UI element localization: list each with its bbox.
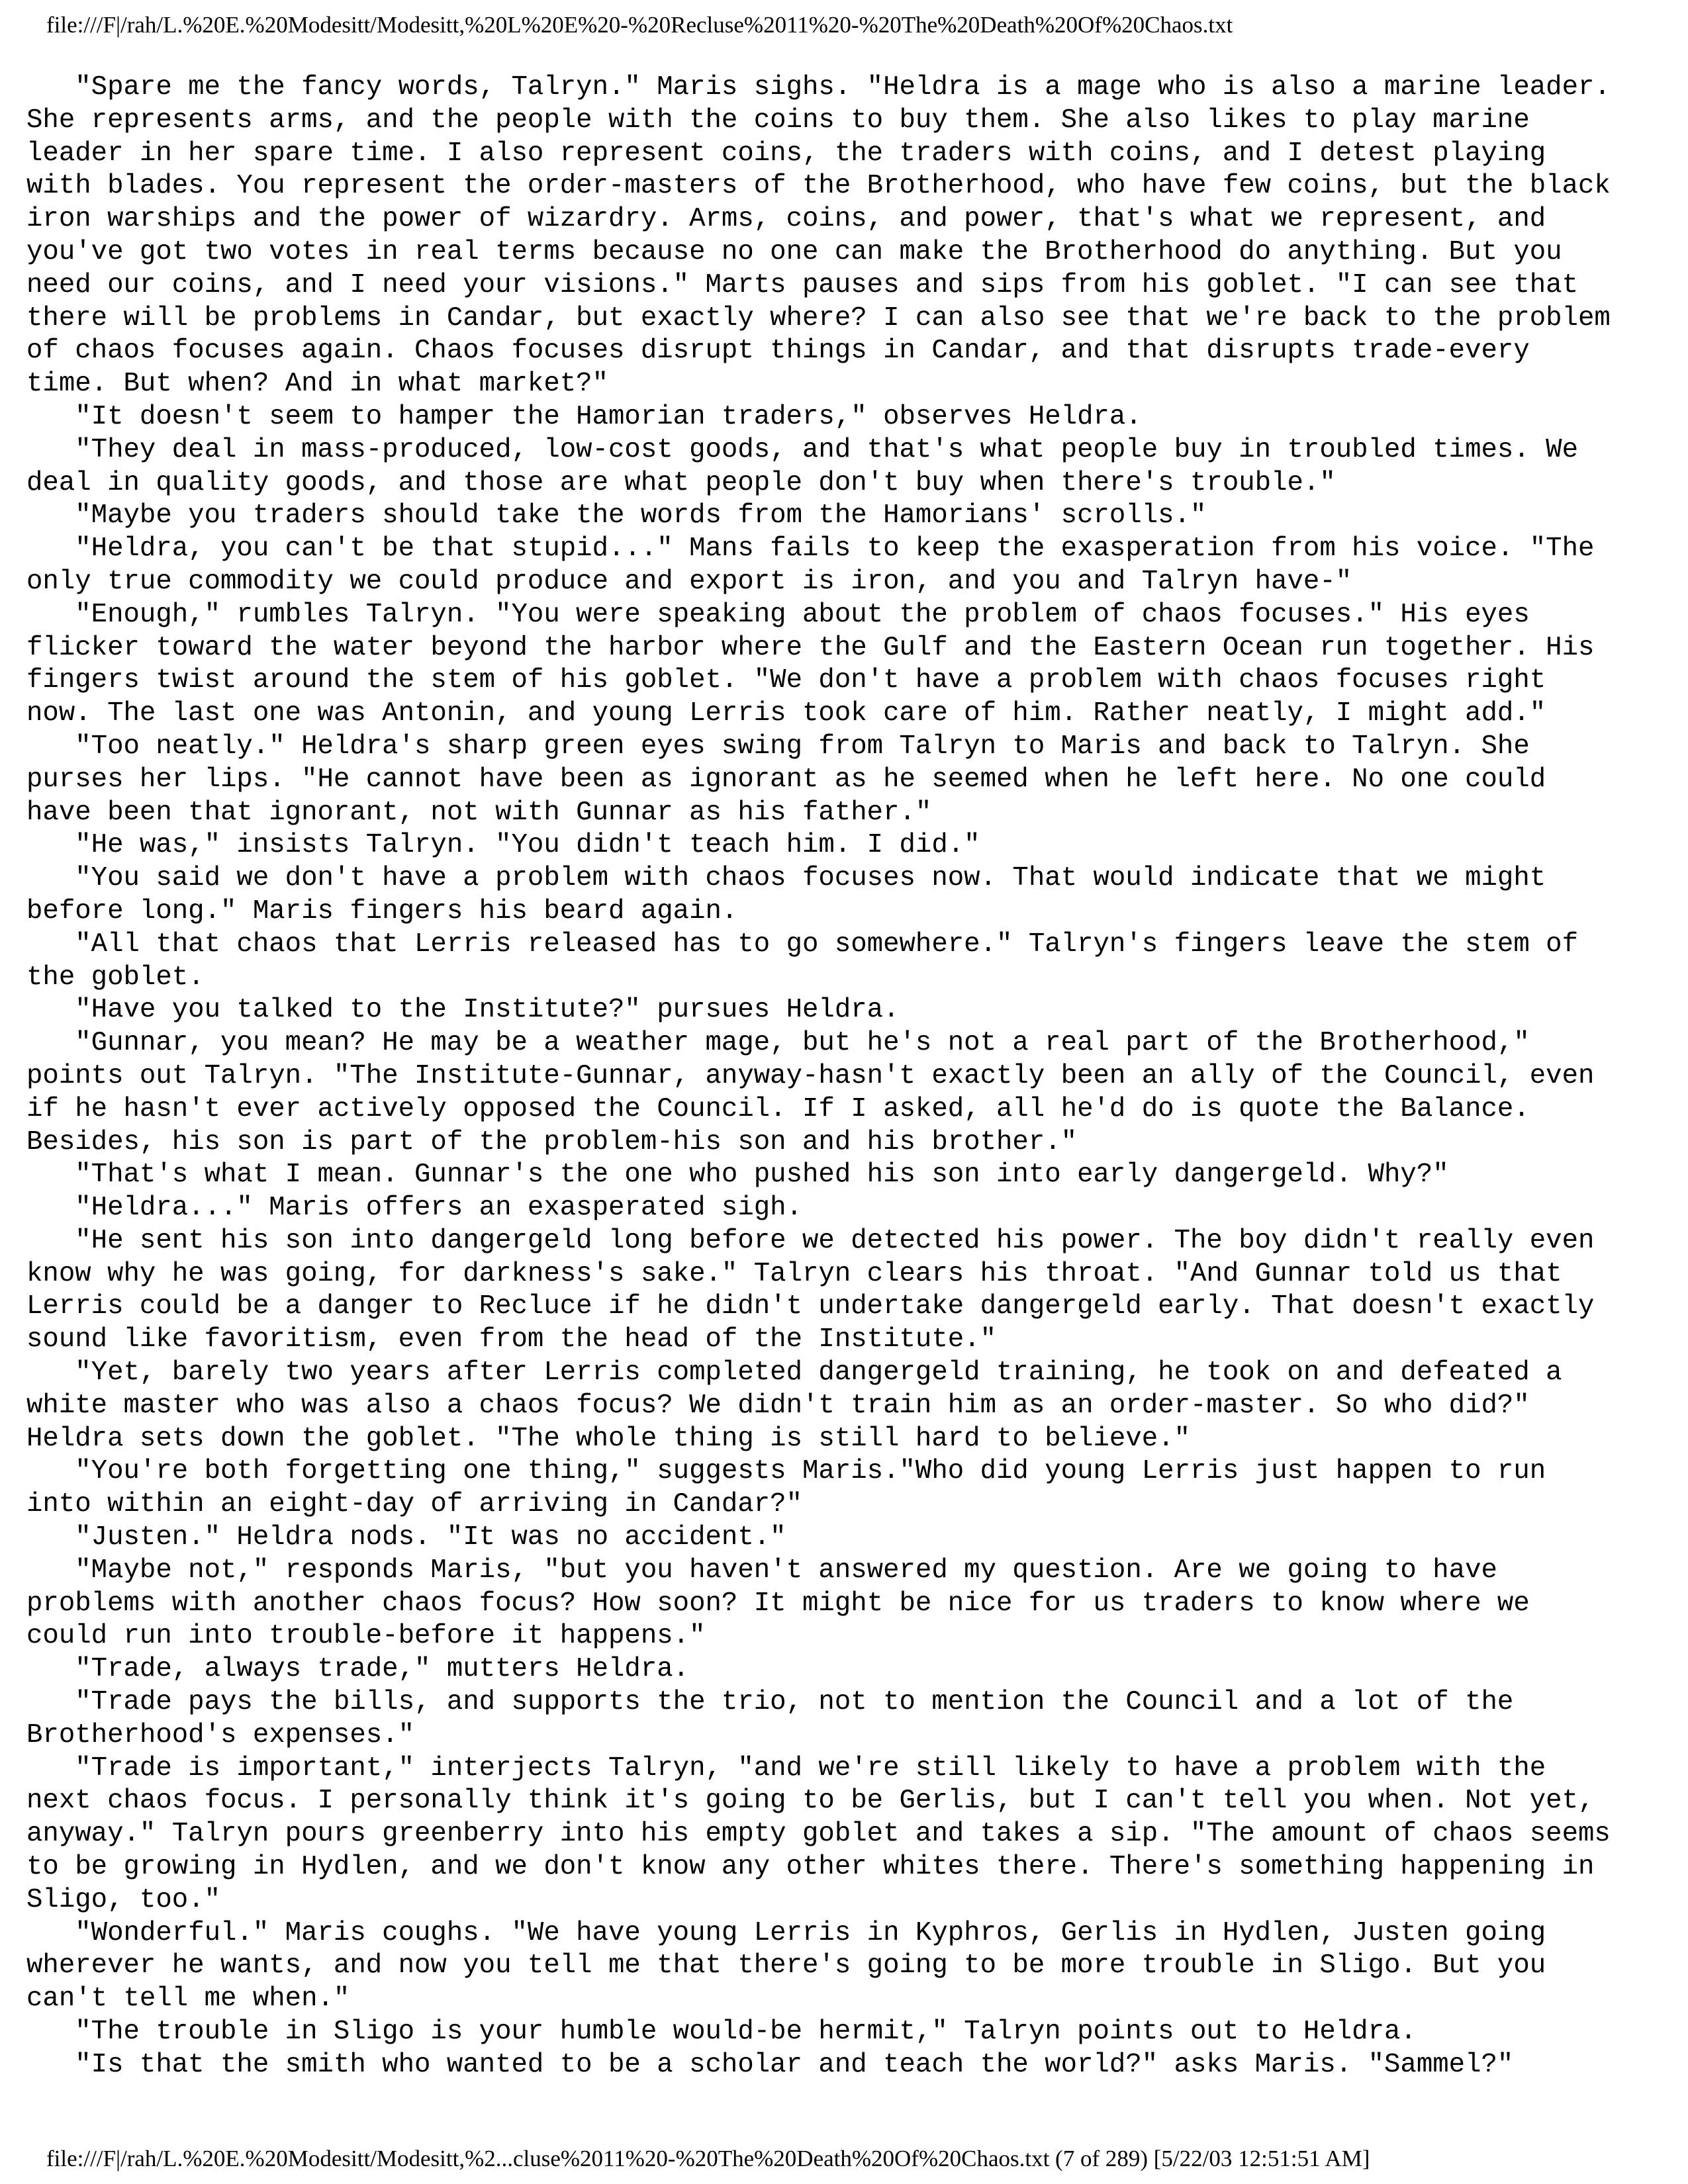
text-line: "That's what I mean. Gunnar's the one who pushed his son into early dangergeld. Why?": [26, 1160, 1449, 1191]
text-line: "Yet, barely two years after Lerris completed dangergeld training, he took on and defeated a: [26, 1357, 1562, 1388]
text-line: sound like favoritism, even from the head of the Institute.": [26, 1324, 996, 1355]
text-line: know why he was going, for darkness's sake." Talryn clears his throat. "And Gunnar told us that: [26, 1258, 1562, 1289]
text-line: "Trade, always trade," mutters Heldra.: [26, 1654, 690, 1685]
text-line: purses her lips. "He cannot have been as ignorant as he seemed when he left here. No one could: [26, 764, 1546, 795]
text-line: "Is that the smith who wanted to be a scholar and teach the world?" asks Maris. "Sammel?": [26, 2049, 1514, 2080]
text-line: Lerris could be a danger to Recluce if he didn't undertake dangergeld early. That doesn't exactly: [26, 1291, 1595, 1322]
text-line: "Maybe not," responds Maris, "but you haven't answered my question. Are we going to have: [26, 1555, 1497, 1586]
text-line: "Spare me the fancy words, Talryn." Maris sighs. "Heldra is a mage who is also a marine leader.: [26, 72, 1611, 103]
text-line: "Justen." Heldra nods. "It was no accident.": [26, 1522, 786, 1553]
text-line: time. But when? And in what market?": [26, 369, 608, 400]
text-line: iron warships and the power of wizardry. Arms, coins, and power, that's what we represent, and: [26, 204, 1546, 235]
text-line: anyway." Talryn pours greenberry into his empty goblet and takes a sip. "The amount of chaos seems: [26, 1819, 1611, 1850]
text-line: She represents arms, and the people with the coins to buy them. She also likes to play marine: [26, 105, 1530, 136]
file-path-footer: file:///F|/rah/L.%20E.%20Modesitt/Modesitt,%2...cluse%2011%20-%20The%20Death%20Of%20Chaos.txt (7 of 289) [5/22/03 12:51:51 AM]: [46, 2146, 1370, 2171]
text-line: "The trouble in Sligo is your humble would-be hermit," Talryn points out to Heldra.: [26, 2017, 1417, 2048]
text-line: "Wonderful." Maris coughs. "We have young Lerris in Kyphros, Gerlis in Hydlen, Justen going: [26, 1917, 1546, 1948]
text-line: if he hasn't ever actively opposed the Council. If I asked, all he'd do is quote the Balance.: [26, 1093, 1530, 1124]
text-line: could run into trouble-before it happens.": [26, 1621, 706, 1652]
text-line: now. The last one was Antonin, and young Lerris took care of him. Rather neatly, I might add.": [26, 698, 1546, 729]
text-line: Besides, his son is part of the problem-his son and his brother.": [26, 1126, 1078, 1158]
text-line: the goblet.: [26, 962, 205, 993]
text-line: into within an eight-day of arriving in Candar?": [26, 1489, 802, 1520]
text-line: problems with another chaos focus? How soon? It might be nice for us traders to know where we: [26, 1588, 1530, 1619]
text-line: leader in her spare time. I also represent coins, the traders with coins, and I detest playing: [26, 138, 1546, 169]
text-line: with blades. You represent the order-masters of the Brotherhood, who have few coins, but the black: [26, 171, 1611, 202]
text-line: can't tell me when.": [26, 1983, 350, 2015]
text-line: wherever he wants, and now you tell me that there's going to be more trouble in Sligo. But you: [26, 1950, 1546, 1981]
text-line: "Trade is important," interjects Talryn, "and we're still likely to have a problem with the: [26, 1752, 1546, 1784]
text-line: there will be problems in Candar, but exactly where? I can also see that we're back to the problem: [26, 302, 1611, 334]
text-line: to be growing in Hydlen, and we don't know any other whites there. There's something happening in: [26, 1852, 1595, 1883]
document-body: [26, 71, 1662, 2082]
text-line: of chaos focuses again. Chaos focuses disrupt things in Candar, and that disrupts trade-every: [26, 336, 1530, 367]
text-line: fingers twist around the stem of his goblet. "We don't have a problem with chaos focuses right: [26, 665, 1546, 696]
text-line: "Heldra, you can't be that stupid..." Mans fails to keep the exasperation from his voice. "The: [26, 533, 1595, 565]
text-line: next chaos focus. I personally think it's going to be Gerlis, but I can't tell you when. Not yet,: [26, 1786, 1595, 1817]
text-line: white master who was also a chaos focus? We didn't train him as an order-master. So who did?": [26, 1390, 1530, 1421]
text-line: you've got two votes in real terms because no one can make the Brotherhood do anything. But you: [26, 236, 1562, 267]
text-line: Sligo, too.": [26, 1884, 220, 1915]
text-line: "Trade pays the bills, and supports the trio, not to mention the Council and a lot of the: [26, 1687, 1514, 1718]
text-line: "Too neatly." Heldra's sharp green eyes swing from Talryn to Maris and back to Talryn. She: [26, 731, 1530, 762]
text-line: points out Talryn. "The Institute-Gunnar, anyway-hasn't exactly been an ally of the Council, even: [26, 1060, 1595, 1091]
file-path-header: file:///F|/rah/L.%20E.%20Modesitt/Modesitt,%20L%20E%20-%20Recluse%2011%20-%20The%20Death%20Of%20Chaos.txt: [46, 12, 1233, 38]
text-line: "They deal in mass-produced, low-cost goods, and that's what people buy in troubled times. We: [26, 434, 1578, 465]
text-line: Heldra sets down the goblet. "The whole thing is still hard to believe.": [26, 1423, 1190, 1454]
text-line: deal in quality goods, and those are what people don't buy when there's trouble.": [26, 467, 1336, 498]
text-line: have been that ignorant, not with Gunnar as his father.": [26, 797, 932, 828]
text-line: "All that chaos that Lerris released has to go somewhere." Talryn's fingers leave the stem of: [26, 929, 1578, 960]
text-line: "Enough," rumbles Talryn. "You were speaking about the problem of chaos focuses." His eyes: [26, 599, 1530, 630]
text-line: "Heldra..." Maris offers an exasperated sigh.: [26, 1193, 802, 1224]
text-line: "You said we don't have a problem with chaos focuses now. That would indicate that we might: [26, 863, 1546, 894]
text-line: "Have you talked to the Institute?" pursues Heldra.: [26, 995, 900, 1026]
text-line: before long." Maris fingers his beard again.: [26, 895, 738, 927]
text-line: "Maybe you traders should take the words from the Hamorians' scrolls.": [26, 500, 1207, 531]
text-line: flicker toward the water beyond the harbor where the Gulf and the Eastern Ocean run together. His: [26, 632, 1595, 663]
text-line: "You're both forgetting one thing," suggests Maris."Who did young Lerris just happen to run: [26, 1456, 1546, 1487]
text-line: Brotherhood's expenses.": [26, 1719, 414, 1751]
text-line: "It doesn't seem to hamper the Hamorian traders," observes Heldra.: [26, 401, 1142, 432]
text-line: only true commodity we could produce and export is iron, and you and Talryn have-": [26, 566, 1352, 597]
text-line: "Gunnar, you mean? He may be a weather mage, but he's not a real part of the Brotherhood,": [26, 1028, 1530, 1059]
text-line: "He was," insists Talryn. "You didn't teach him. I did.": [26, 830, 980, 861]
text-line: "He sent his son into dangergeld long before we detected his power. The boy didn't really even: [26, 1225, 1595, 1256]
text-line: need our coins, and I need your visions." Marts pauses and sips from his goblet. "I can see that: [26, 269, 1578, 300]
